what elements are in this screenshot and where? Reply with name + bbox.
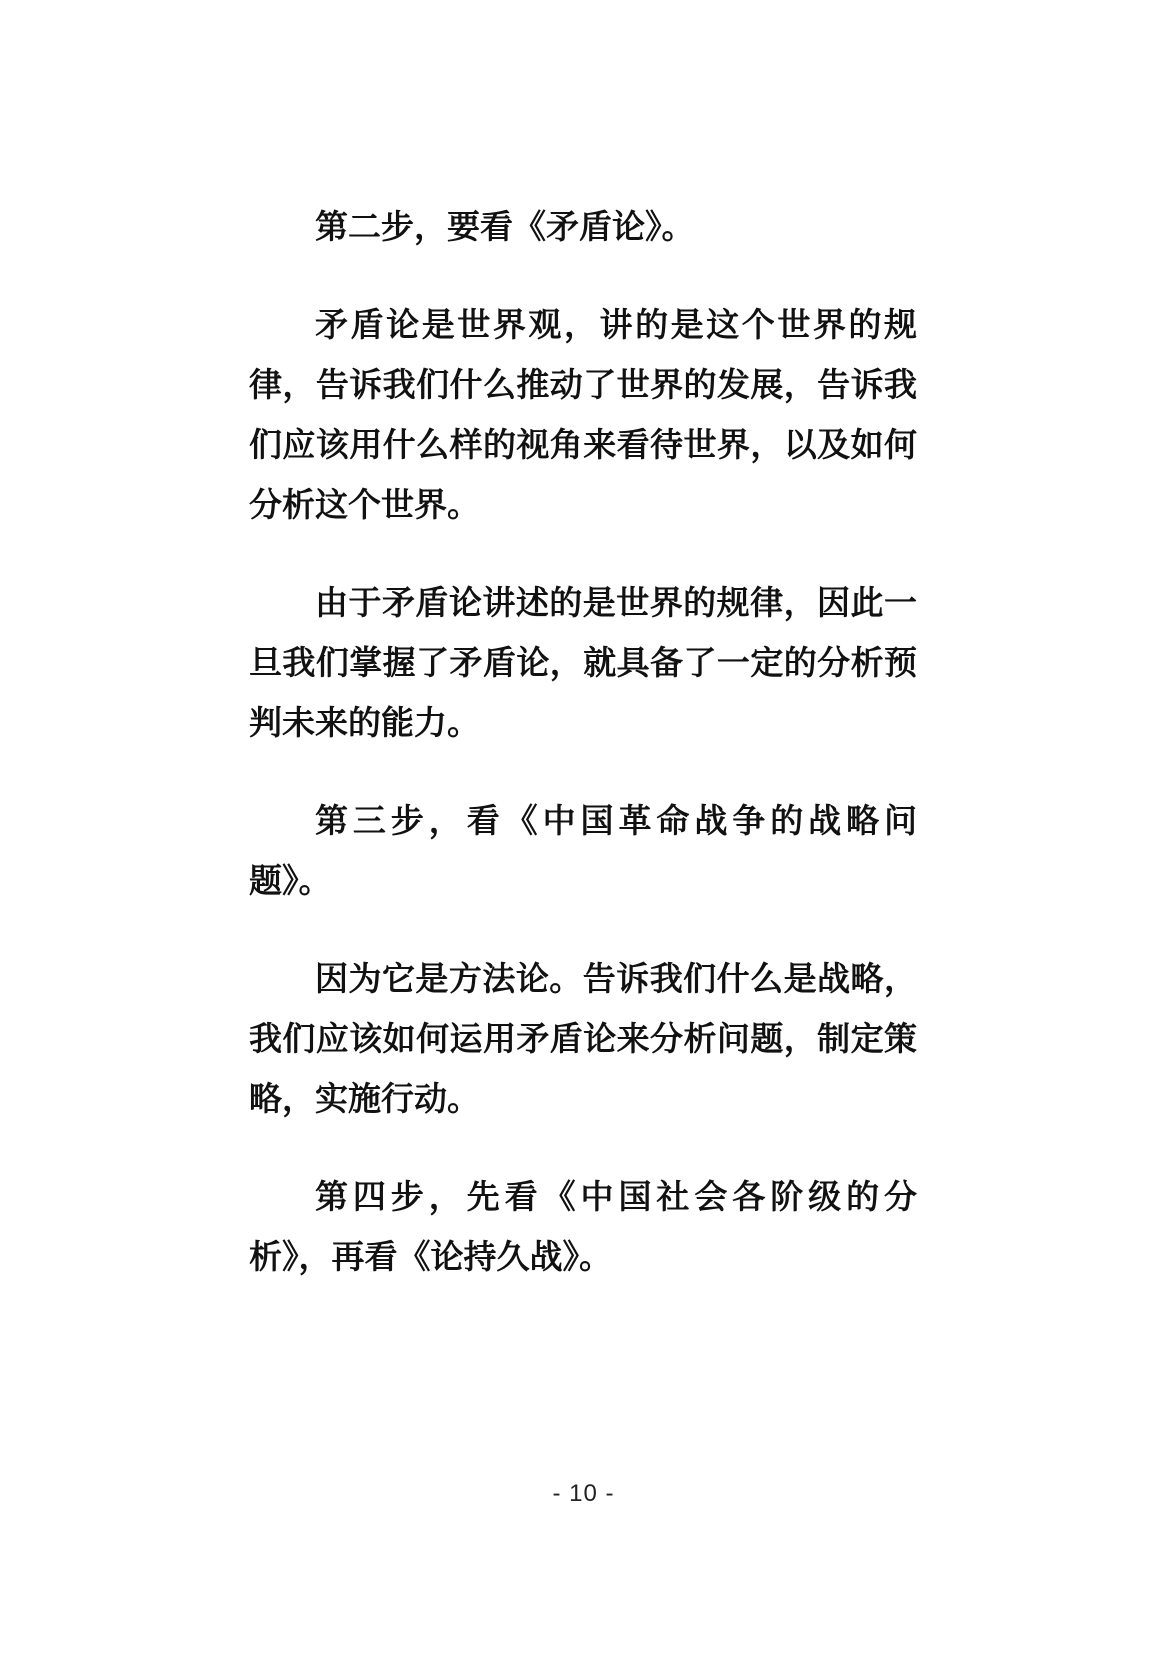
paragraph-step-three: 第三步，看《中国革命战争的战略问题》。 xyxy=(249,801,917,900)
paragraph-contradiction-worldview: 矛盾论是世界观，讲的是这个世界的规律，告诉我们什么推动了世界的发展，告诉我们应该用什么样的视角来看待世界，以及如何分析这个世界。 xyxy=(249,305,917,524)
paragraph-step-four: 第四步，先看《中国社会各阶级的分析》，再看《论持久战》。 xyxy=(249,1177,917,1276)
paragraph-step-two: 第二步，要看《矛盾论》。 xyxy=(315,207,695,246)
paragraph-methodology: 因为它是方法论。告诉我们什么是战略，我们应该如何运用矛盾论来分析问题，制定策略，实施行动。 xyxy=(249,959,917,1118)
document-body xyxy=(249,197,917,1325)
page-number: - 10 - xyxy=(552,1480,615,1507)
paragraph-contradiction-laws: 由于矛盾论讲述的是世界的规律，因此一旦我们掌握了矛盾论，就具备了一定的分析预判未来的能力。 xyxy=(249,583,917,742)
